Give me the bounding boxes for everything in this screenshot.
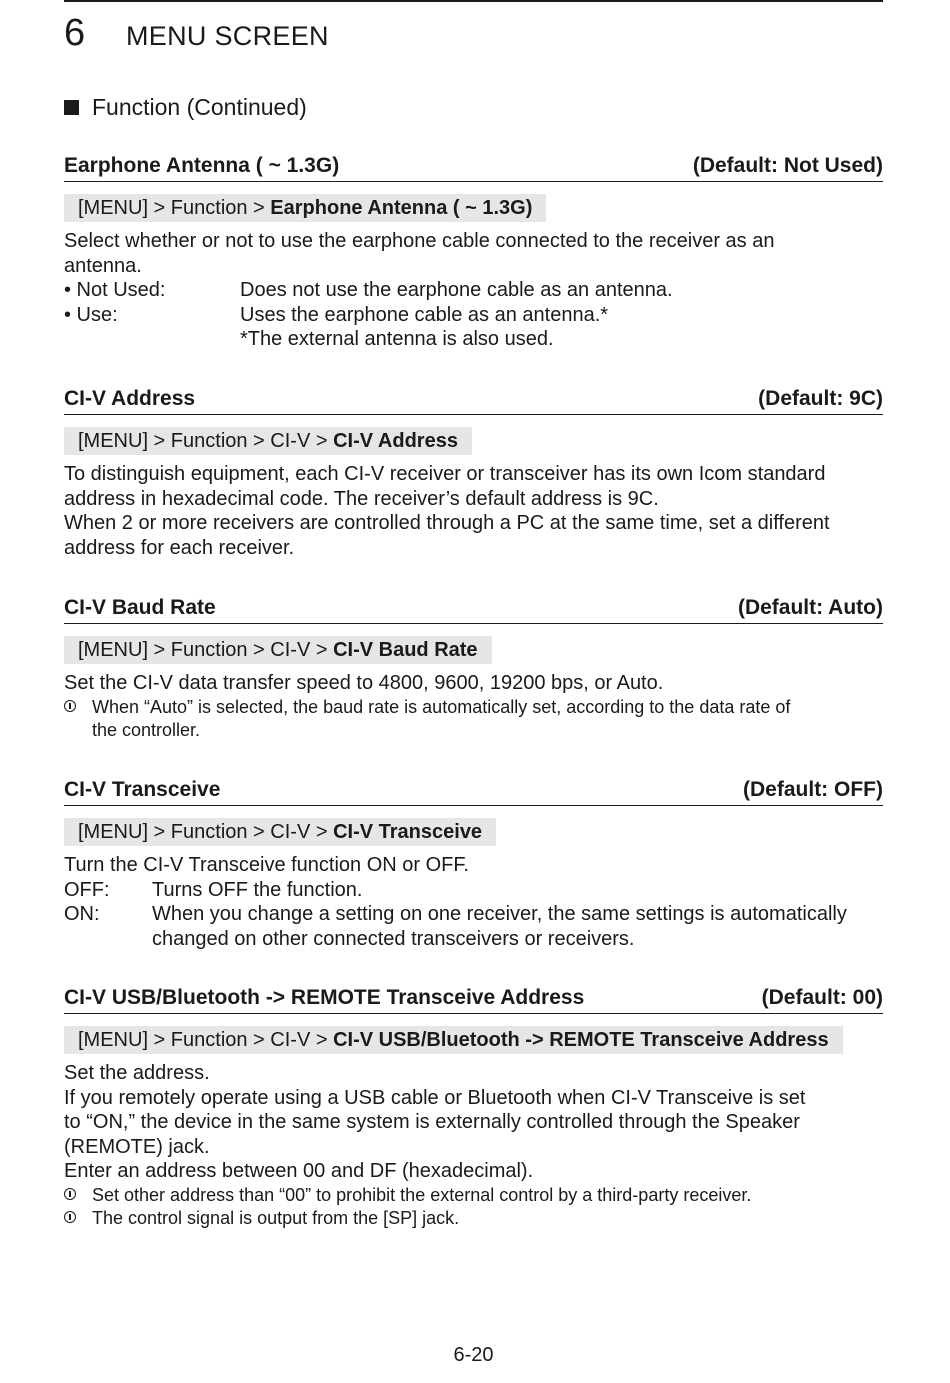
desc-line: address for each receiver. — [64, 536, 295, 559]
info-note — [64, 1184, 883, 1207]
desc-line: If you remotely operate using a USB cable or Bluetooth when CI-V Transceive is set — [64, 1086, 806, 1109]
menu-path-target: CI-V USB/Bluetooth -> REMOTE Transceive Address — [333, 1029, 829, 1051]
note-line: Set other address than “00” to prohibit the external control by a third-party receiver. — [92, 1184, 752, 1205]
item-civ-transceive — [64, 777, 883, 951]
item-description — [64, 853, 883, 951]
info-note — [64, 1207, 883, 1230]
option-value: changed on other connected transceivers or receivers. — [152, 927, 635, 950]
menu-path-target: CI-V Address — [333, 430, 458, 452]
desc-line: to “ON,” the device in the same system is externally controlled through the Speaker — [64, 1111, 800, 1133]
menu-path — [64, 427, 472, 455]
menu-path-prefix: [MENU] > Function > CI-V > — [78, 639, 334, 661]
menu-path-prefix: [MENU] > Function > CI-V > — [78, 821, 334, 843]
item-heading — [64, 595, 883, 624]
option-value: When you change a setting on one receiver, the same settings is automatically — [152, 903, 847, 925]
note-line: the controller. — [92, 719, 201, 740]
item-default: (Default: OFF) — [743, 778, 883, 801]
option-value: Turns OFF the function. — [152, 878, 363, 901]
item-earphone-antenna — [64, 153, 883, 352]
item-heading — [64, 985, 883, 1014]
item-title: CI-V Address — [64, 387, 196, 410]
option-key: ON: — [64, 903, 100, 925]
item-default: (Default: 9C) — [758, 387, 883, 410]
option-value: Uses the earphone cable as an antenna.* — [240, 303, 609, 326]
desc-line: When 2 or more receivers are controlled through a PC at the same time, set a different — [64, 512, 830, 534]
menu-path — [64, 636, 492, 664]
desc-line: Turn the CI-V Transceive function ON or OFF. — [64, 854, 469, 876]
chapter-header — [64, 12, 329, 55]
item-description — [64, 671, 883, 742]
chapter-number: 6 — [64, 12, 86, 54]
menu-path-target: CI-V Transceive — [333, 821, 483, 843]
info-icon — [64, 1211, 76, 1223]
menu-path — [64, 1026, 843, 1054]
menu-path-prefix: [MENU] > Function > — [78, 197, 271, 219]
desc-line: To distinguish equipment, each CI-V receiver or transceiver has its own Icom standard — [64, 463, 826, 485]
note-line: The control signal is output from the [SP] jack. — [92, 1207, 460, 1228]
footnote-text: *The external antenna is also used. — [240, 328, 554, 350]
desc-line: Select whether or not to use the earphone cable connected to the receiver as an — [64, 230, 775, 252]
item-description — [64, 462, 883, 560]
desc-line: antenna. — [64, 254, 142, 277]
option-footnote — [64, 327, 883, 352]
note-line: When “Auto” is selected, the baud rate is automatically set, according to the data rate of — [92, 696, 791, 717]
item-title: CI-V Transceive — [64, 778, 221, 801]
item-default: (Default: Not Used) — [692, 154, 883, 177]
option-key: • Not Used: — [64, 279, 166, 301]
menu-path-prefix: [MENU] > Function > CI-V > — [78, 1029, 334, 1051]
menu-path — [64, 194, 546, 222]
item-default: (Default: Auto) — [737, 596, 883, 619]
option-not-used — [64, 278, 883, 303]
item-heading — [64, 386, 883, 415]
item-civ-address — [64, 386, 883, 560]
section-heading — [64, 94, 307, 121]
square-bullet-icon — [64, 100, 79, 115]
desc-line: (REMOTE) jack. — [64, 1135, 210, 1158]
option-off — [64, 878, 883, 903]
menu-path — [64, 818, 496, 846]
info-icon — [64, 700, 76, 712]
page-number: 6-20 — [453, 1344, 494, 1366]
item-civ-baud-rate — [64, 595, 883, 742]
item-heading — [64, 777, 883, 806]
chapter-title: MENU SCREEN — [126, 21, 329, 51]
item-civ-remote-address — [64, 985, 883, 1230]
menu-path-target: Earphone Antenna ( ~ 1.3G) — [270, 197, 533, 219]
option-key: OFF: — [64, 878, 110, 901]
top-rule — [64, 0, 883, 2]
info-icon — [64, 1188, 76, 1200]
desc-line: Set the address. — [64, 1062, 210, 1084]
item-title: CI-V USB/Bluetooth -> REMOTE Transceive Address — [64, 986, 585, 1009]
info-note — [64, 696, 883, 742]
item-description — [64, 1061, 883, 1230]
option-on — [64, 902, 883, 951]
item-title: CI-V Baud Rate — [64, 596, 216, 619]
item-title: Earphone Antenna ( ~ 1.3G) — [64, 154, 340, 177]
option-value: Does not use the earphone cable as an antenna. — [240, 279, 673, 301]
item-default: (Default: 00) — [761, 986, 883, 1009]
option-key: • Use: — [64, 303, 118, 326]
item-description — [64, 229, 883, 352]
desc-line: Enter an address between 00 and DF (hexadecimal). — [64, 1160, 534, 1182]
desc-line: Set the CI-V data transfer speed to 4800, 9600, 19200 bps, or Auto. — [64, 672, 664, 694]
menu-path-prefix: [MENU] > Function > CI-V > — [78, 430, 334, 452]
option-use — [64, 303, 883, 328]
manual-page — [64, 0, 883, 1383]
menu-path-target: CI-V Baud Rate — [333, 639, 478, 661]
item-heading — [64, 153, 883, 182]
section-title: Function (Continued) — [92, 94, 307, 120]
desc-line: address in hexadecimal code. The receiver’s default address is 9C. — [64, 487, 659, 510]
